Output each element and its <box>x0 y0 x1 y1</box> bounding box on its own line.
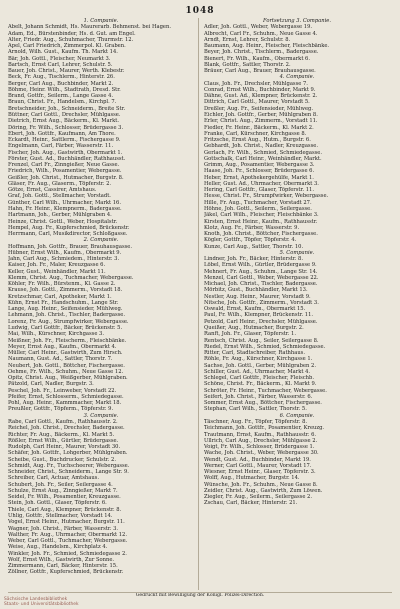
entry-line: Höhne, Joh. Gottl., Seilerm., Seilergasse. <box>204 205 312 212</box>
entry-line: Nestler, Aug. Heinr., Maurer, Vorstadt 9. <box>204 293 311 300</box>
section-heading: 2. Companie. <box>83 237 119 244</box>
entry-line: Schmidt, Aug. Fr., Tuchscheerer, Webergasse. <box>8 462 130 469</box>
entry-line: Baumann, Aug. Heinr., Fleischer, Fleischbänke. <box>204 43 330 50</box>
entry-line: Mörbitz, Gust., Buchhändler, Markt 13. <box>204 287 308 294</box>
entry-line: Werner, Carl Gottl., Maurer, Vorstadt 17. <box>204 462 312 469</box>
entry-line: Adler, Joh. Gottl., Weber, Webergasse 19. <box>204 24 313 31</box>
entry-line: Vogel, Ernst Heinr., Hutmacher, Burgstr. 11. <box>8 519 125 526</box>
entry-line: Claus, Joh. Fr., Drechsler, Mühlgasse 7. <box>204 80 308 87</box>
entry-line: Hempel, Aug. Fr., Kupferschmied, Brückenstr. <box>8 224 130 231</box>
entry-line: Thiele, Carl Aug., Klempner, Brückenstr. 8. <box>8 506 122 513</box>
entry-line: Scheibe, Gust., Buchdrucker, Schulstr. 2. <box>8 456 116 463</box>
entry-line: Schöne, Christ. Fr., Bäckerm., Kl. Markt 9. <box>204 381 317 388</box>
entry-line: Pfeifer, Ernst, Schlosserm., Schmiedegasse. <box>8 393 124 400</box>
entry-line: Stein, Joh. Gottl., Glaser, Töpferstr. 6. <box>8 500 107 507</box>
entry-line: Oswald, Ernst, Kaufm., Obermarkt 15. <box>204 306 306 313</box>
entry-line: Kretzschmar, Carl, Apotheker, Markt 1. <box>8 293 112 300</box>
left-column <box>8 18 194 590</box>
entry-line: Reichel, Joh. Christ., Drechsler, Badergasse. <box>8 425 125 432</box>
entry-line: Franke, Carl, Kürschner, Kirchgasse 8. <box>204 130 307 137</box>
entry-line: Jahn, Carl Aug., Schmiedem., Hinterstr. 3. <box>8 256 120 263</box>
entry-line: Petzold, Carl Heinr., Drechsler, Mühlgasse. <box>204 318 318 325</box>
entry-line: Fiedler, Fr. Heinr., Bäckerm., Kl. Markt 2. <box>204 124 314 131</box>
entry-line: Rabe, Carl Gottl., Kaufm., Rathhausstr. 2. <box>8 419 118 425</box>
entry-line: Klotz, Aug. Fr., Färber, Wasserstr. 9. <box>204 224 300 231</box>
entry-line: Beck, Fr. Aug., Tischlerm., Hinterstr. 26. <box>8 74 115 81</box>
entry-line: Fischer, Joh. Aug., Gastwirth, Obermarkt 1. <box>8 149 123 156</box>
entry-line: Mai, Wilh., Kürschner, Kirchgasse 3. <box>8 331 104 338</box>
entry-line: Graf, Joh. Gottl., Stellmacher, Vorstadt. <box>8 193 111 200</box>
entry-line: Trautmann, Ernst, Kaufm., Rathhausstr. 6. <box>204 431 317 438</box>
entry-line: Braun, Christ. Fr., Handelsm., Kirchpl. 7. <box>8 99 117 106</box>
entry-line: Wolf, Ernst Wilh., Gastwirth, Zur Sonne. <box>8 556 115 563</box>
entry-line: Michael, Joh. Christ., Tischler, Badergasse. <box>204 281 318 288</box>
entry-line: Kögler, Gottfr., Töpfer, Töpferstr. 4. <box>204 237 297 244</box>
entry-line: Lehmann, Joh. Christ., Tischler, Badergasse. <box>8 312 126 319</box>
entry-line: Täschner, Aug. Fr., Töpfer, Töpferstr. 8. <box>204 419 308 425</box>
entry-line: Hübner, Ernst Wilh., Kaufm., Obermarkt 9. <box>8 249 122 256</box>
entry-line: Menzel, Carl Gottl., Weber, Webergasse 22. <box>204 274 319 281</box>
entry-line: Lindner, Joh. Fr., Bäcker, Hinterstr. 8. <box>204 256 303 263</box>
entry-line: Rentsch, Christ. Aug., Seiler, Seilergasse 8. <box>204 337 319 344</box>
entry-line: Weise, Aug., Handelsm., Kirchplatz 4. <box>8 544 108 551</box>
entry-line: Ludwig, Carl Gottfr., Bäcker, Brückenstr. 5. <box>8 325 123 332</box>
entry-line: Winkler, Joh. Fr., Schmied, Schmiedegasse 2. <box>8 550 127 557</box>
page-number: 1048 <box>185 6 215 16</box>
entry-line: Kunze, Carl Aug., Sattler, Thorstr. 10. <box>204 243 304 250</box>
entry-line: Zeidler, Christ. Aug., Gastwirth, Zum Löwen. <box>204 487 323 494</box>
entry-line: Bretschneider, Joh., Schneiderm., Breite Str. <box>8 105 126 112</box>
entry-line: Knoth, Joh. Christ., Böttcher, Fischergasse. <box>204 231 318 238</box>
entry-line: Götze, Ernst, Cassirer, Amtshaus. <box>8 187 97 194</box>
entry-line: Köhler, Fr. Wilh., Bürstenm., Kl. Gasse 2. <box>8 281 116 288</box>
section-heading: 3. Companie. <box>83 412 119 419</box>
entry-line: Hahn, Fr. Heinr., Klempnerm., Badergasse. <box>8 205 122 212</box>
entry-line: Ranft, Joh. Fr., Glaser, Töpferstr. 1. <box>204 331 296 338</box>
entry-line: Döring, Fr. Wilh., Schlosser, Brüdergasse 3. <box>8 124 124 131</box>
entry-line: Herrmann, Carl, Musikdirector, Schloßgasse. <box>8 231 128 238</box>
entry-line: Hering, Carl Gottfr., Glaser, Töpferstr. 11. <box>204 187 314 194</box>
entry-line: Dietrich, Ernst Aug., Bäckerm., Kl. Markt. <box>8 118 119 125</box>
entry-line: Grimm, Aug., Posamentier, Webergasse 3. <box>204 162 315 169</box>
entry-line: Teichmann, Joh. Gottfr., Posamentier, Kreuzg. <box>204 425 325 432</box>
entry-line: Wolff, Aug., Hutmacher, Burgstr. 14. <box>204 475 300 482</box>
entry-line: Müller, Carl Heinr., Gastwirth, Zum Hirsch. <box>8 350 123 357</box>
entry-line: Lange, Aug. Heinr., Seifensieder, Mühlweg. <box>8 306 123 313</box>
entry-line: Meißner, Joh. Fr., Fleischerm., Fleischbänke. <box>8 337 127 344</box>
entry-line: Jäkel, Carl Wilh., Fleischer, Fleischbänke 3. <box>204 212 319 219</box>
entry-line: Opitz, Christ. Aug., Weißgerber, Mühlgraben. <box>8 375 128 382</box>
entry-line: Zöllner, Gottfr., Kupferschmied, Brückenstr. <box>8 569 124 576</box>
entry-line: Friedrich, Wilh., Posamentier, Webergasse. <box>8 168 122 175</box>
entry-line: Richter, Fr. Aug., Bäckerm., Kl. Markt 5. <box>8 431 115 438</box>
entry-line: Schubert, Joh. Fr., Seiler, Seilergasse 4. <box>8 481 113 488</box>
entry-line: Fritzsche, Ernst Aug., Hutm., Burgstr. 6. <box>204 137 311 144</box>
entry-line: Förster, Gust. Ad., Buchhändler, Rathhausst. <box>8 155 126 162</box>
entry-line: Geißler, Joh. Christ., Hutmacher, Burgstr. 8. <box>8 174 124 181</box>
entry-line: Paul, Fr. Wilh., Klempner, Brückenstr. 11. <box>204 312 314 319</box>
entry-line: Schlegel, Carl Gottfr., Fleischer, Fleischb. <box>204 375 314 382</box>
entry-line: Heller, Gust. Ad., Uhrmacher, Obermarkt 3. <box>204 180 319 187</box>
entry-line: Oehme, Fr. Wilh., Schuhm., Neue Gasse 12. <box>8 368 124 375</box>
entry-line: Eichler, Joh. Gottfr., Gerber, Mühlgraben 8. <box>204 111 318 118</box>
entry-line: Wendt, Gust. Ad., Buchbinder, Markt 19. <box>204 456 311 463</box>
entry-line: Meyer, Ernst Aug., Kaufm., Obermarkt 4. <box>8 343 117 350</box>
section-heading: 6. Companie. <box>279 412 315 419</box>
entry-line: Wiesner, Ernst Heinr., Glaser, Töpferstr. 3. <box>204 469 316 476</box>
entry-line: Erler, Christ. Aug., Zimmerm., Vorstadt 11. <box>204 118 318 125</box>
entry-line: Queißer, Aug., Hutmacher, Burgstr. 2. <box>204 325 304 332</box>
entry-line: Kaiser, Joh. Fr., Maler, Kreuzgasse 6. <box>8 262 106 269</box>
entry-line: Dreßler, Aug. Fr., Seifensieder, Mühlweg. <box>204 105 314 112</box>
entry-line: Hartmann, Joh., Gerber, Mühlgraben 4. <box>8 212 112 219</box>
entry-line: Heber, Ernst, Apothekergehülfe, Markt 1. <box>204 174 314 181</box>
entry-line: Zimmermann, Carl, Bäcker, Hinterstr. 15. <box>8 563 118 570</box>
entry-line: Wagner, Joh. Christ., Färber, Wasserstr. 3. <box>8 525 119 532</box>
entry-line: Heinze, Christ. Gottl., Weber, Hospitalstr. <box>8 218 118 225</box>
entry-line: Schiller, Gust. Ad., Uhrmacher, Markt 4. <box>204 368 311 375</box>
entry-line: Dähne, Gust. Ad., Klempner, Brückenstr. 2. <box>204 93 318 100</box>
entry-line: Böhme, Heinr. Wilh., Stadtrath, Dresd. Str. <box>8 86 121 93</box>
entry-line: Klemm, Christ. Aug., Tuchmacher, Webergasse. <box>8 274 134 281</box>
entry-line: Mehnert, Fr. Aug., Schuhm., Lange Str. 14. <box>204 268 318 275</box>
entry-line: Wache, Joh. Christ., Weber, Webergasse 30. <box>204 450 319 457</box>
entry-line: Walther, Fr. Aug., Uhrmacher, Obermarkt 12. <box>8 531 127 538</box>
entry-line: Weber, Carl Gottl., Tuchmacher, Webergasse. <box>8 538 128 545</box>
library-stamp <box>4 597 79 607</box>
entry-line: Schreiber, Carl, Actuar, Amtshaus. <box>8 475 99 482</box>
entry-line: Stephan, Carl Wilh., Sattler, Thorstr. 5. <box>204 406 307 413</box>
entry-line: Schneider, Christ., Schneiderm., Lange Str. 9. <box>8 469 129 476</box>
entry-line: Rößler, Ernst Wilh., Gürtler, Brüdergasse. <box>8 437 119 444</box>
entry-line: Arnold, Wilh. Gust., Kaufm. Th. Markt 14. <box>8 49 118 56</box>
entry-line: Krause, Joh. Gottl., Zimmerm., Vorstadt 18. <box>8 287 123 294</box>
entry-line: Albrecht, Carl Fr., Schuhm., Neue Gasse 4. <box>204 30 318 37</box>
entry-line: Ziegler, Fr. Aug., Seilerm., Seilergasse 2. <box>204 494 313 501</box>
right-column <box>204 18 390 590</box>
entry-line: Dittrich, Carl Gottl., Maurer, Vorstadt 5. <box>204 99 310 106</box>
stamp-line-2: Staats- und Universitätsbibliothek <box>4 602 79 607</box>
entry-line: Haase, Joh. Fr., Schlosser, Brüdergasse 6. <box>204 168 315 175</box>
entry-line: Naumann, Gust. Ad., Sattler, Thorstr. 7. <box>8 356 113 363</box>
entry-line: Wünsche, Joh. Fr., Schuhm., Neue Gasse 8. <box>204 481 318 488</box>
entry-line: Schulze, Ernst Aug., Zinngießer, Markt 7. <box>8 487 118 494</box>
entry-line: Nitsche, Joh. Gottfr., Zimmerm., Vorstadt 3. <box>204 299 319 306</box>
entry-line: Bienert, Fr. Wilh., Kaufm., Obermarkt 6. <box>204 55 311 62</box>
stamp-line-1: Sächsische Landesbibliothek <box>4 597 68 602</box>
entry-line: Sachse, Joh. Gottl., Gerber, Mühlgraben 2. <box>204 362 316 369</box>
entry-line: Gottschalk, Carl Heinr., Weinhändler, Markt. <box>204 155 322 162</box>
entry-line: Pohl, Aug. Heinr., Kammmacher, Markt 18. <box>8 400 122 407</box>
entry-line: Büttner, Carl Gottl., Drechsler, Mühlgasse. <box>8 111 121 118</box>
entry-line: Hoffmann, Joh. Gottfr., Brauer, Brauhausgasse. <box>8 243 132 250</box>
entry-line: Hesse, Christ. Fr., Strumpfwirker, Webergasse. <box>204 193 329 200</box>
section-heading: Fortsetzung 3. Companie. <box>263 18 331 24</box>
entry-line: Pätzold, Carl, Nadler, Burgstr. 3. <box>8 381 94 388</box>
entry-line: Adam, Ed., Bürstenbinder, Hs. d. Gut. am Engel. <box>8 30 136 37</box>
entry-line: Kirsten, Ernst Heinr., Kaufm., Rathhausstr. <box>204 218 318 225</box>
entry-line: Lorenz, Fr. Aug., Strumpfwirker, Webergasse. <box>8 318 129 325</box>
column-divider <box>198 18 199 590</box>
entry-line: Bär, Joh. Gottl., Fleischer, Neumarkt 3. <box>8 55 111 62</box>
section-heading: 1. Companie. <box>83 18 119 24</box>
entry-line: Bartsch, Ernst Carl, Lehrer, Schulstr. 5. <box>8 61 113 68</box>
entry-line: Ebert, Joh. Gottfr., Kaufmann, Am Thore. <box>8 130 116 137</box>
entry-line: Engelmann, Carl, Färber, Wasserstr. 11. <box>8 143 114 150</box>
entry-line: Beyer, Joh. Christ., Tischlerm., Badergasse. <box>204 49 319 56</box>
entry-line: Schröter, Fr. Heinr., Tuchmacher, Webergasse. <box>204 387 327 394</box>
entry-line: Kühn, Ernst Fr., Handschuhm., Lange Str. <box>8 299 119 306</box>
section-heading: 4. Companie. <box>279 74 315 81</box>
entry-line: Voigt, Fr. Wilh., Schlosser, Brüdergasse 1. <box>204 444 315 451</box>
entry-line: Apel, Carl Friedrich, Zimmerpol. Kl. Graben. <box>8 43 126 50</box>
entry-line: Zschau, Carl, Bäcker, Hinterstr. 21. <box>204 500 298 507</box>
entry-line: Bräuer, Carl Aug., Brauer, Brauhausgasse. <box>204 68 316 75</box>
entry-line: Rudolph, Carl Heinr., Maurer, Vorstadt 30. <box>8 444 121 451</box>
entry-line: Löbel, Ernst Wilh., Gürtler, Brüdergasse 9. <box>204 262 317 269</box>
entry-line: Seidel, Fr. Wilh., Posamentier, Kreuzgasse. <box>8 494 121 501</box>
entry-line: Blank, Gottfr., Sattler, Thorstr. 2. <box>204 61 291 68</box>
entry-line: Berger, Carl Aug., Buchbinder, Markt 2. <box>8 80 114 87</box>
entry-line: Gerlach, Fr. Wilh., Schmied, Schmiedegasse. <box>204 149 323 156</box>
entry-line: Neubert, Joh. Gottl., Böttcher, Fischergasse. <box>8 362 125 369</box>
entry-line: Arndt, Ernst, Lehrer, Schulstr. 8. <box>204 36 291 43</box>
page-footer: Gedruckt mit Bewilligung der Königl. Polizei-Direction. <box>8 592 392 599</box>
entry-line: Schäfer, Joh. Gottfr., Lohgerber, Mühlgraben. <box>8 450 128 457</box>
entry-line: Eckardt, Heinr., Sattlerm., Fischergasse 9. <box>8 137 121 144</box>
entry-line: Seifert, Joh. Christ., Färber, Wasserstr. 6. <box>204 393 313 400</box>
entry-line: Ullrich, Carl Aug., Drechsler, Mühlgasse 2. <box>204 437 318 444</box>
entry-line: Bauer, Joh. Christ., Maurer, Werth. Klebestr. <box>8 68 125 75</box>
entry-line: Uhlig, Gottfr., Stellmacher, Vorstadt 14. <box>8 512 113 519</box>
entry-line: Peschel, Joh. Fr., Leinweber, Vorstadt 22. <box>8 387 117 394</box>
entry-line: Preußler, Gottfr., Töpferm., Töpferstr. 9. <box>8 406 114 413</box>
entry-line: Conrad, Ernst Wilh., Buchbinder, Markt 9. <box>204 86 316 93</box>
section-heading: 5. Companie. <box>279 249 315 256</box>
entry-line: Riedel, Ernst Wilh., Schmied, Schmiedegasse. <box>204 343 326 350</box>
entry-line: Hille, Fr. Aug., Tuchmacher, Vorstadt 27. <box>204 199 312 206</box>
entry-line: Sommer, Ernst Aug., Böttcher, Fischergasse. <box>204 400 322 407</box>
entry-line: Gebhardt, Joh. Christ., Nadler, Kreuzgasse. <box>204 143 318 150</box>
entry-line: Brand, Gottfr., Seilerm., Lange Gasse 4. <box>8 93 114 100</box>
entry-line: Gläser, Fr. Aug., Glaserm., Töpferstr. 2. <box>8 180 112 187</box>
entry-line: Frenzel, Carl Fr., Zinngießer, Neue Gasse. <box>8 162 120 169</box>
entry-line: Günther, Carl Wilh., Uhrmacher, Markt 16. <box>8 199 121 206</box>
entry-line: Abelt, Johann Schmidt, Hs. Maurerarb. Behmenst. bei Hagen. <box>8 24 171 31</box>
entry-line: Röhle, Fr. Aug., Kürschner, Kirchgasse 1. <box>204 356 313 363</box>
entry-line: Keller, Gust., Weinhändler, Markt 11. <box>8 268 106 275</box>
entry-line: Alter, Friedr. Aug., Schuhmacher, Thurmstr. 12. <box>8 36 134 43</box>
entry-line: Ritter, Carl, Stadtschreiber, Rathhaus. <box>204 350 305 357</box>
